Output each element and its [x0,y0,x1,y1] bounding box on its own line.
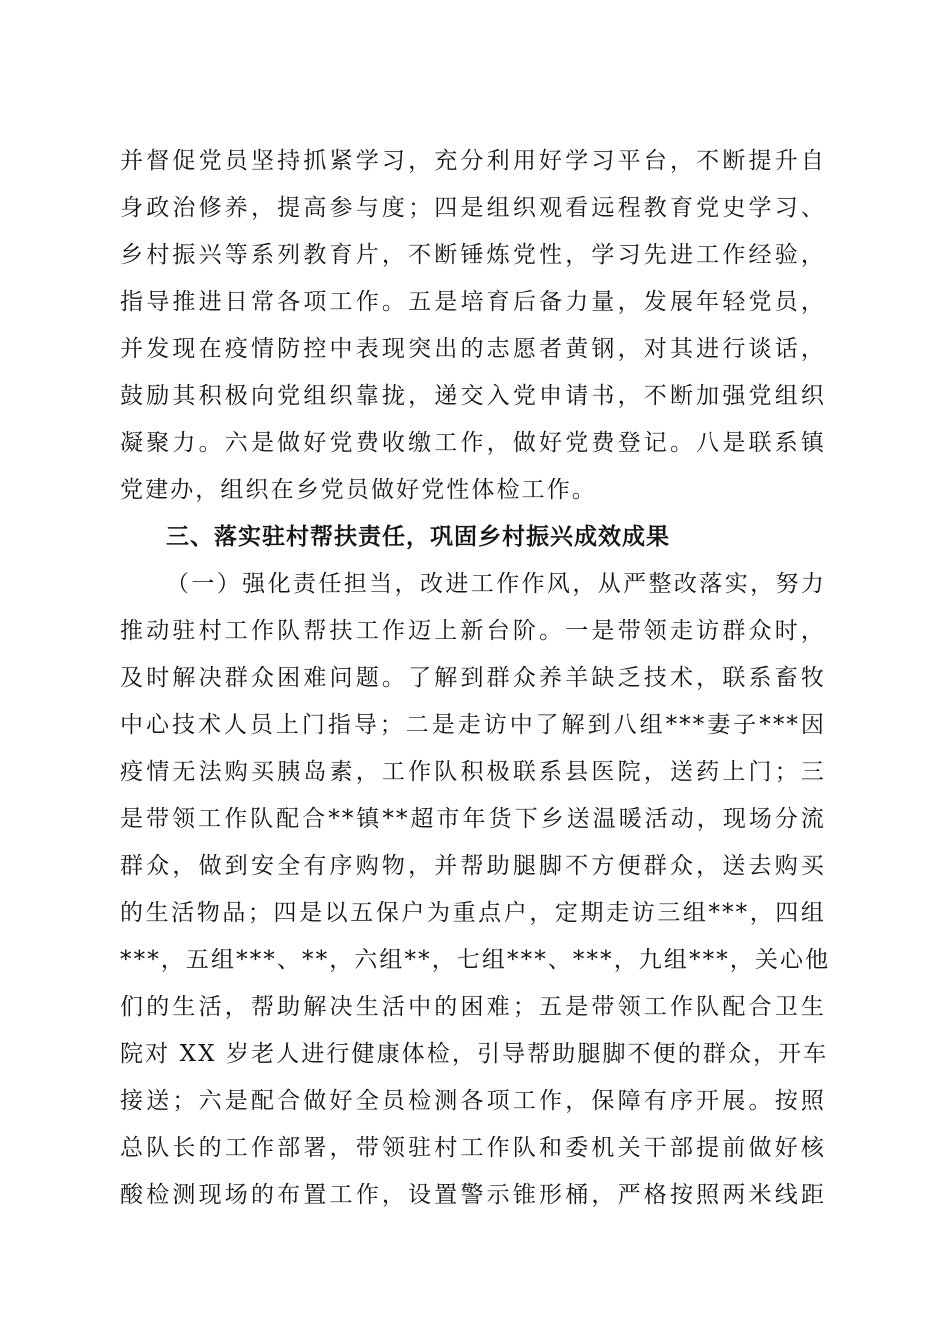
text-line: 中心技术人员上门指导；二是走访中了解到八组***妻子***因 [120,712,826,738]
text-line: ***，五组***、**，六组**，七组***、***，九组***，关心他 [120,947,831,973]
text-line: 接送；六是配合做好全员检测各项工作，保障有序开展。按照 [120,1088,826,1114]
text-line: 总队长的工作部署，带领驻村工作队和委机关干部提前做好核 [120,1135,826,1161]
text-line: 党建办，组织在乡党员做好党性体检工作。 [120,477,597,503]
text-line: 们的生活，帮助解决生活中的困难；五是带领工作队配合卫生 [120,994,826,1020]
text-line: 院对 XX 岁老人进行健康体检，引导帮助腿脚不便的群众，开车 [120,1041,829,1067]
text-line: 并督促党员坚持抓紧学习，充分利用好学习平台，不断提升自 [120,148,826,174]
text-line: 及时解决群众困难问题。了解到群众养羊缺乏技术，联系畜牧 [120,665,826,691]
text-line: 的生活物品；四是以五保户为重点户，定期走访三组***，四组 [120,900,826,926]
text-line: 指导推进日常各项工作。五是培育后备力量，发展年轻党员， [120,289,826,315]
text-line: 凝聚力。六是做好党费收缴工作，做好党费登记。八是联系镇 [120,430,826,456]
text-line: 疫情无法购买胰岛素，工作队积极联系县医院，送药上门；三 [120,759,826,785]
text-line: 群众，做到安全有序购物，并帮助腿脚不方便群众，送去购买 [120,853,826,879]
document-body [120,138,831,1219]
text-line: 乡村振兴等系列教育片，不断锤炼党性，学习先进工作经验， [120,242,826,268]
text-line: （一）强化责任担当，改进工作作风，从严整改落实，努力 [166,571,826,597]
text-line: 推动驻村工作队帮扶工作迈上新台阶。一是带领走访群众时， [120,618,826,644]
text-line: 身政治修养，提高参与度；四是组织观看远程教育党史学习、 [120,195,826,221]
text-line: 是带领工作队配合**镇**超市年货下乡送温暖活动，现场分流 [120,806,826,832]
text-line: 酸检测现场的布置工作，设置警示锥形桶，严格按照两米线距 [120,1182,826,1208]
text-line: 并发现在疫情防控中表现突出的志愿者黄钢，对其进行谈话， [120,336,826,362]
text-line: 鼓励其积极向党组织靠拢，递交入党申请书，不断加强党组织 [120,383,826,409]
section-heading: 三、落实驻村帮扶责任，巩固乡村振兴成效成果 [166,524,670,550]
